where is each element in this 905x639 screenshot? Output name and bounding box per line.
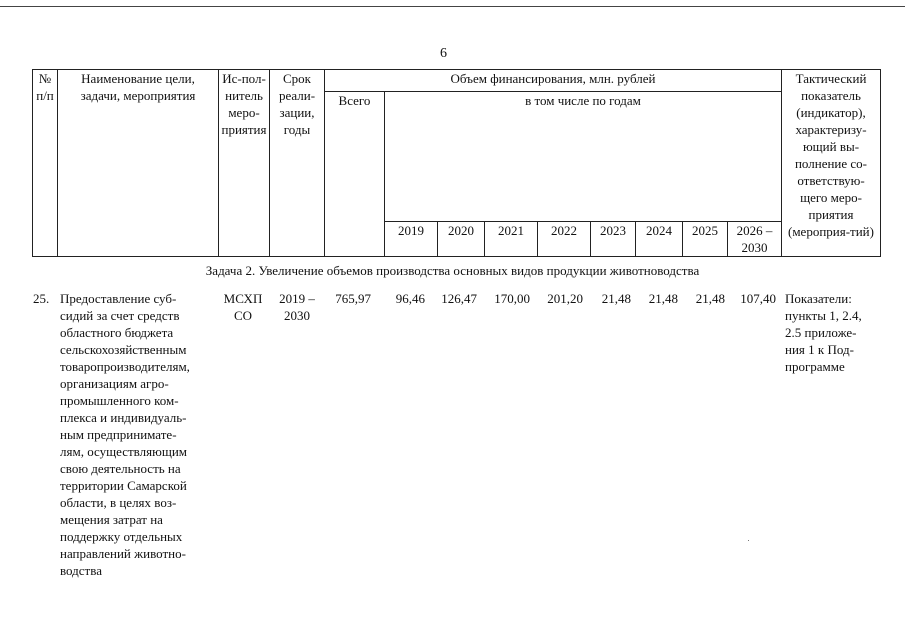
indicator-line: программе	[785, 359, 845, 374]
description-line: организациям агро-	[60, 376, 169, 391]
header-num: № п/п	[33, 70, 58, 257]
description-line: областного бюджета	[60, 325, 174, 340]
description-line: промышленного ком-	[60, 393, 179, 408]
row-value-2020: 126,47	[441, 291, 477, 306]
header-funding: Объем финансирования, млн. рублей	[325, 70, 782, 92]
description-line: товаропроизводителям,	[60, 359, 190, 374]
header-year-2021: 2021	[485, 222, 538, 257]
header-total: Всего	[325, 92, 385, 257]
header-name: Наименование цели, задачи, мероприятия	[58, 70, 219, 257]
row-value-2019: 96,46	[395, 291, 425, 306]
description-line: водства	[60, 563, 102, 578]
description-line: плекса и индивидуаль-	[60, 410, 187, 425]
row-value-2023: 21,48	[601, 291, 631, 306]
header-by-years: в том числе по годам	[385, 92, 782, 222]
row-value-2021: 170,00	[494, 291, 530, 306]
header-year-2023: 2023	[591, 222, 636, 257]
row-total: 765,97	[335, 291, 371, 306]
description-line: направлений животно-	[60, 546, 186, 561]
header-year-2019: 2019	[385, 222, 438, 257]
description-line: территории Самарской	[60, 478, 187, 493]
header-year-2020: 2020	[438, 222, 485, 257]
row-term: 2019 – 2030	[279, 291, 315, 323]
row-value-2024: 21,48	[648, 291, 678, 306]
indicator-line: пункты 1, 2.4,	[785, 308, 862, 323]
header-indicator: Тактический показатель (индикатор), характеризу-ющий вы-полнение со-ответствую-щего меро-приятия (мероприя-тий)	[782, 70, 881, 257]
header-executor: Ис-пол-нитель меро-приятия	[219, 70, 270, 257]
row-value-2022: 201,20	[547, 291, 583, 306]
row-description	[60, 290, 213, 579]
description-line: свою деятельность на	[60, 461, 181, 476]
row-executor: МСХП СО	[223, 291, 263, 323]
description-line: Предоставление суб-	[60, 291, 177, 306]
description-line: лям, осуществляющим	[60, 444, 188, 459]
description-line: поддержку отдельных	[60, 529, 183, 544]
description-line: области, в целях воз-	[60, 495, 177, 510]
header-term: Срок реали-зации, годы	[270, 70, 325, 257]
header-year-2022: 2022	[538, 222, 591, 257]
description-line: сельскохозяйственным	[60, 342, 187, 357]
row-indicator	[785, 290, 881, 375]
row-value-2025: 21,48	[695, 291, 725, 306]
row-value-2026-2030: 107,40	[740, 291, 776, 306]
task-title: Задача 2. Увеличение объемов производства основных видов продукции животноводства	[205, 263, 700, 278]
indicator-line: Показатели:	[785, 291, 852, 306]
indicator-line: 2.5 приложе-	[785, 325, 857, 340]
description-line: сидий за счет средств	[60, 308, 180, 323]
description-line: ным предпринимате-	[60, 427, 177, 442]
header-year-2024: 2024	[636, 222, 683, 257]
scan-speck	[748, 540, 749, 541]
row-number: 25.	[33, 291, 50, 306]
page-number: 6	[440, 46, 447, 61]
indicator-line: ния 1 к Под-	[785, 342, 854, 357]
header-year-2025: 2025	[683, 222, 728, 257]
header-year-2026-2030: 2026 – 2030	[728, 222, 782, 257]
description-line: мещения затрат на	[60, 512, 163, 527]
top-border-line	[0, 6, 905, 7]
header-table	[32, 69, 881, 257]
